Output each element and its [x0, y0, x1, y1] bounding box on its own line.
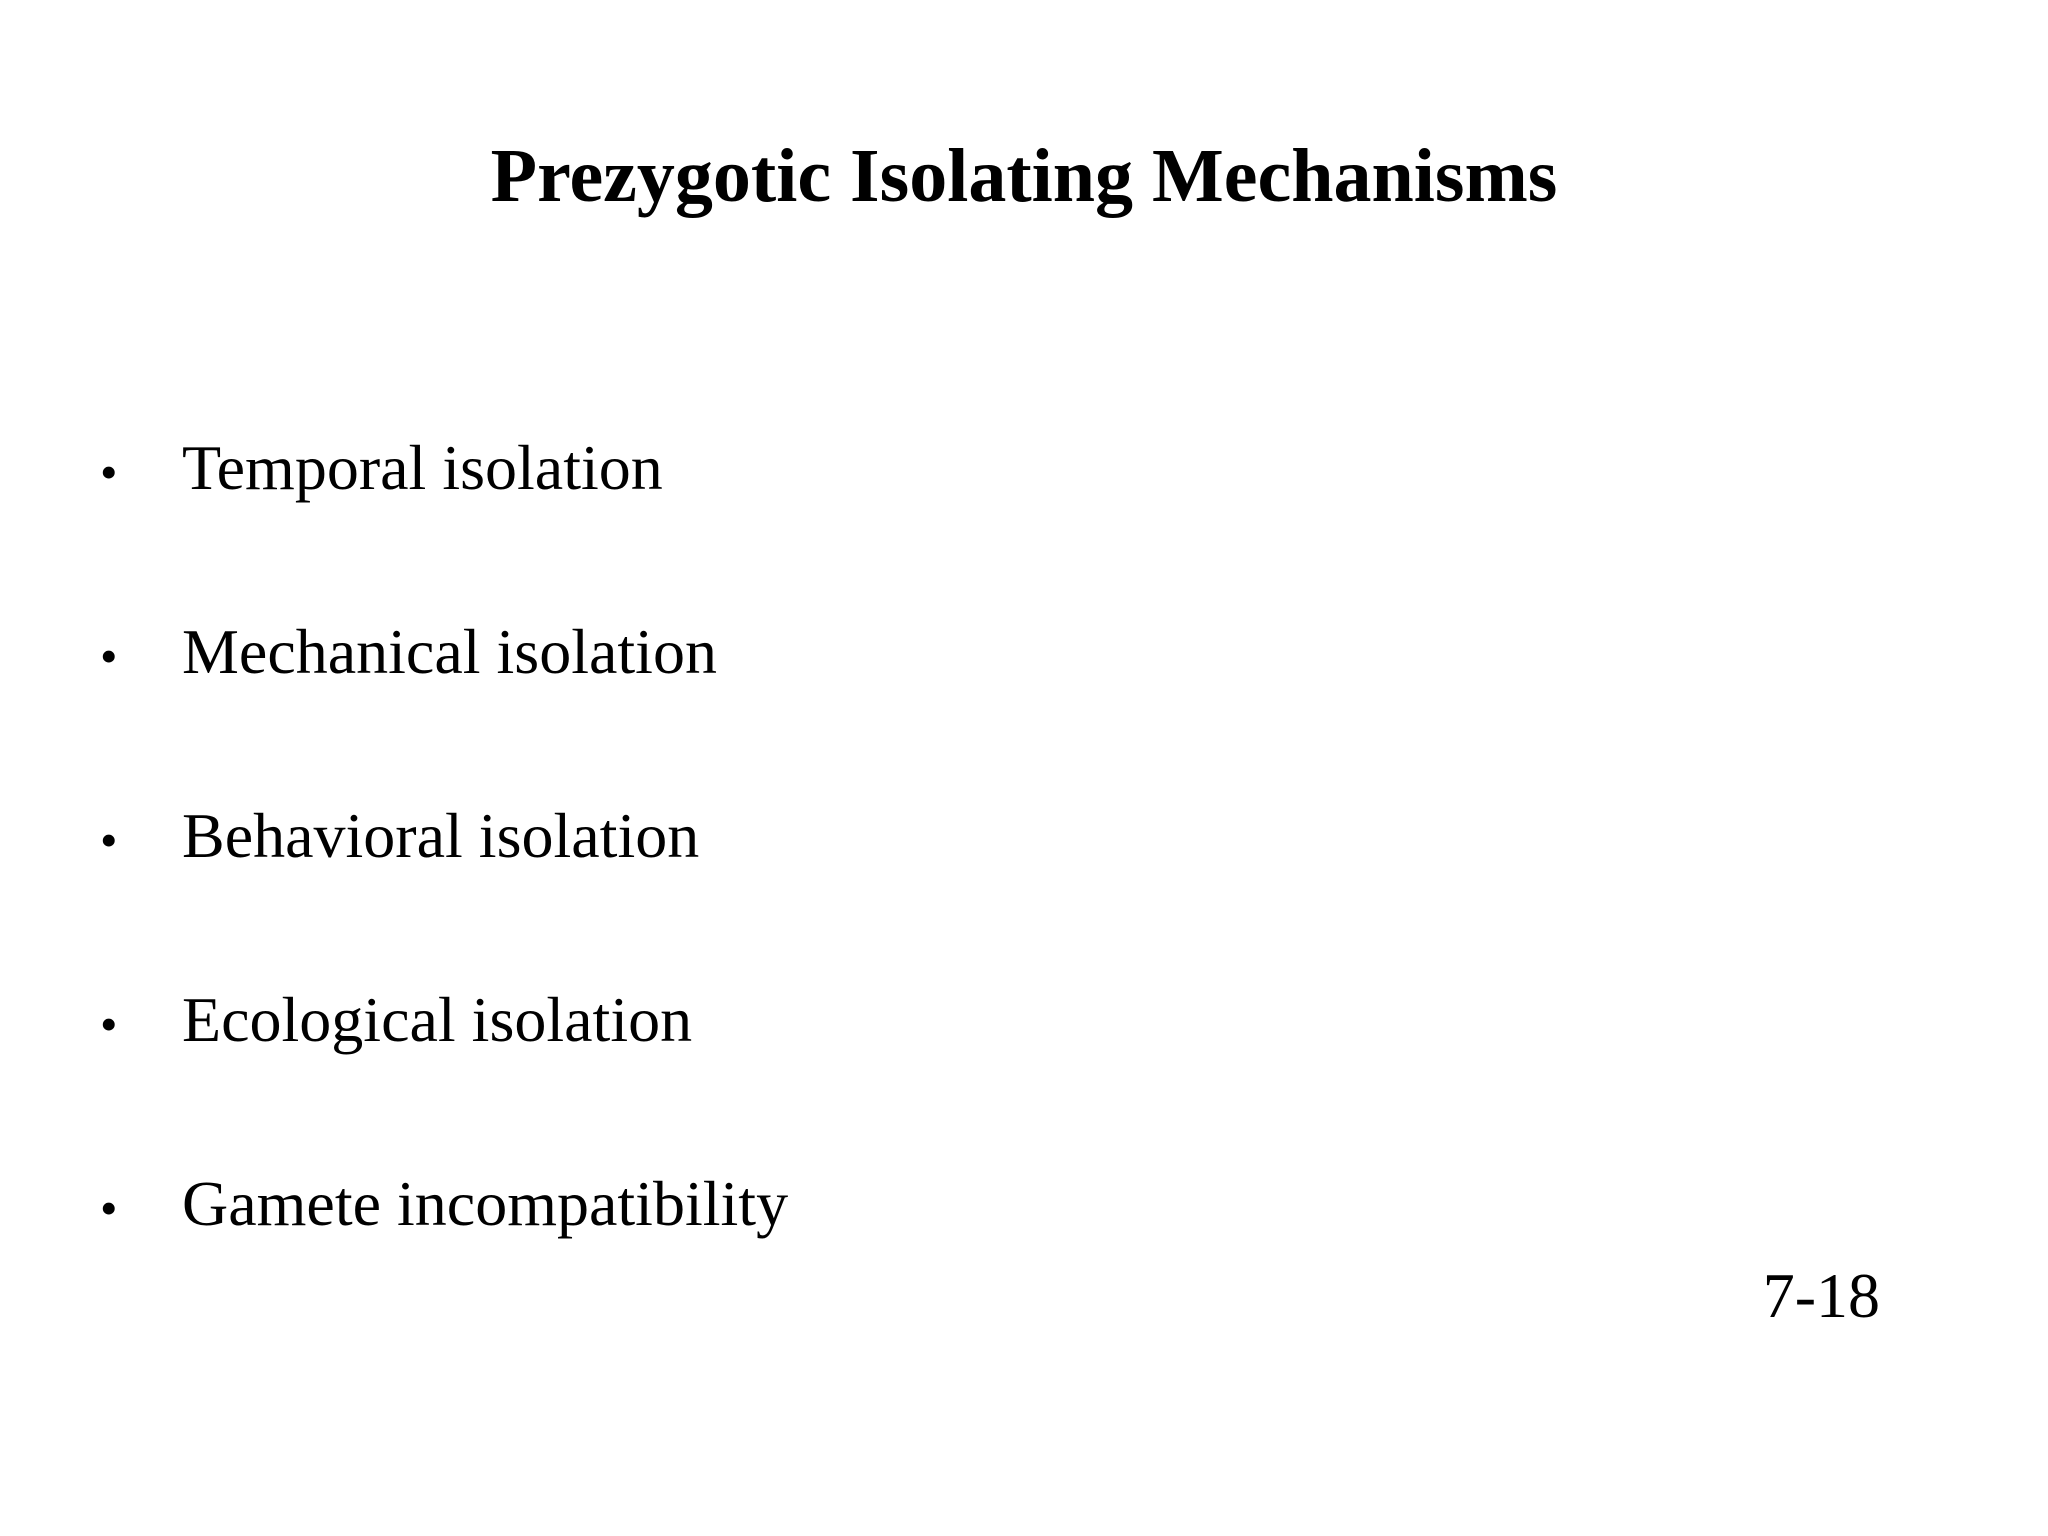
bullet-icon: • — [100, 1180, 118, 1236]
bullet-text: Ecological isolation — [182, 984, 693, 1055]
bullet-text: Gamete incompatibility — [182, 1168, 789, 1239]
bullet-item-behavioral — [100, 788, 788, 972]
bullet-icon: • — [100, 996, 118, 1052]
bullet-text: Behavioral isolation — [182, 800, 700, 871]
bullet-text: Temporal isolation — [182, 432, 663, 503]
bullet-item-ecological — [100, 972, 788, 1156]
bullet-item-mechanical — [100, 604, 788, 788]
bullet-item-temporal — [100, 420, 788, 604]
slide-title: Prezygotic Isolating Mechanisms — [490, 134, 1558, 218]
bullet-item-gamete — [100, 1156, 788, 1340]
bullet-icon: • — [100, 812, 118, 868]
bullet-icon: • — [100, 628, 118, 684]
bullet-text: Mechanical isolation — [182, 616, 717, 687]
slide-page-number: 7-18 — [1762, 1260, 1880, 1331]
bullet-icon: • — [100, 444, 118, 500]
bullet-list — [100, 420, 788, 1340]
